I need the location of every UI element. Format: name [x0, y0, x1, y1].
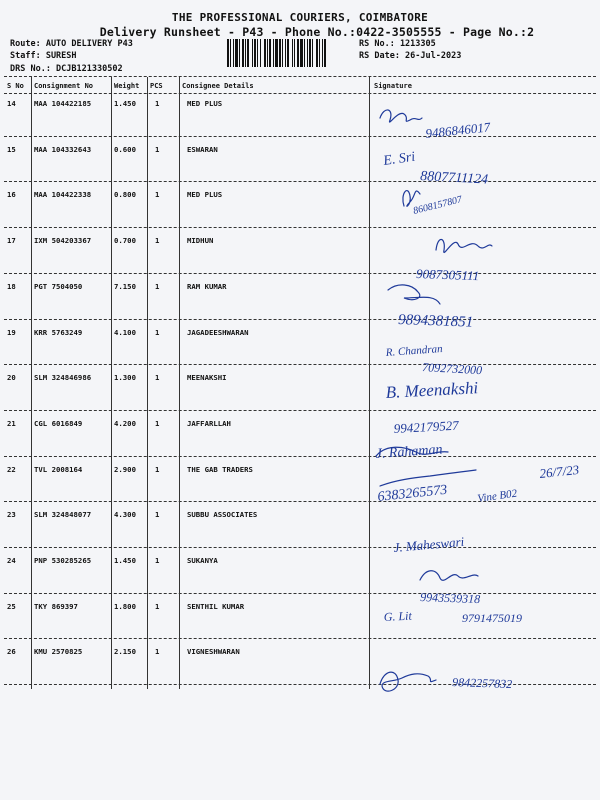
signature-scribble	[403, 191, 420, 207]
cell-consignment-no: SLM 324846986	[34, 373, 92, 382]
row-divider	[4, 181, 596, 182]
cell-pcs: 1	[155, 465, 160, 474]
cell-consignee: MED PLUS	[187, 99, 223, 108]
row-divider	[4, 547, 596, 548]
signature-scribble	[380, 672, 436, 691]
cell-consignee: SUBBU ASSOCIATES	[187, 510, 258, 519]
cell-consignee: VIGNESHWARAN	[187, 647, 240, 656]
cell-sno: 19	[7, 328, 16, 337]
cell-consignment-no: TKY 869397	[34, 602, 78, 611]
cell-sno: 15	[7, 145, 16, 154]
cell-sno: 21	[7, 419, 16, 428]
handwritten-text: 8608157807	[412, 194, 464, 217]
col-header-consignee: Consignee Details	[182, 82, 254, 90]
row-divider	[4, 638, 596, 639]
cell-consignment-no: KMU 2570825	[34, 647, 83, 656]
cell-sno: 18	[7, 282, 16, 291]
runsheet-title: Delivery Runsheet - P43 - Phone No.:0422-3505555 - Page No.:2	[99, 25, 535, 39]
cell-consignee: JAFFARLLAH	[187, 419, 231, 428]
cell-weight: 1.800	[114, 602, 136, 611]
cell-pcs: 1	[155, 328, 160, 337]
cell-consignee: SUKANYA	[187, 556, 218, 565]
cell-consignee: JAGADEESHWARAN	[187, 328, 249, 337]
cell-consignment-no: KRR 5763249	[34, 328, 83, 337]
col-header-weight: Weight	[114, 82, 140, 90]
handwritten-text: 6383265573	[376, 482, 449, 505]
handwritten-text: 9894381851	[397, 312, 474, 331]
handwritten-text: 26/7/23	[538, 461, 580, 481]
col-header-signature: Signature	[374, 82, 412, 90]
signature-scribble	[436, 239, 492, 252]
rs-date: RS Date: 26-Jul-2023	[359, 51, 462, 61]
cell-consignee: MED PLUS	[187, 190, 223, 199]
cell-sno: 17	[7, 236, 16, 245]
cell-sno: 14	[7, 99, 16, 108]
handwritten-text: G. Lit	[383, 608, 413, 624]
cell-weight: 0.600	[114, 145, 136, 154]
cell-consignment-no: MAA 104332643	[34, 145, 92, 154]
row-divider	[4, 410, 596, 411]
cell-weight: 2.900	[114, 465, 136, 474]
column-divider	[111, 77, 112, 689]
handwritten-text: 8807711124	[419, 169, 489, 188]
cell-sno: 22	[7, 465, 16, 474]
handwritten-text: 9943539318	[419, 590, 481, 607]
handwritten-text: 9486846017	[424, 119, 491, 141]
handwritten-text: J. Maheswari	[392, 533, 465, 555]
handwritten-text: R. Chandran	[385, 343, 443, 359]
row-divider	[4, 273, 596, 274]
signature-scribble	[420, 571, 478, 581]
handwritten-text: Vine B02	[476, 487, 518, 505]
cell-pcs: 1	[155, 145, 160, 154]
cell-sno: 25	[7, 602, 16, 611]
row-divider	[4, 684, 596, 685]
row-divider	[4, 319, 596, 320]
company-name: THE PROFESSIONAL COURIERS, COIMBATORE	[171, 11, 429, 24]
cell-consignment-no: MAA 104422338	[34, 190, 92, 199]
cell-pcs: 1	[155, 236, 160, 245]
cell-weight: 2.150	[114, 647, 136, 656]
header-rule-top	[4, 76, 596, 77]
handwritten-text: 7092732000	[421, 360, 483, 378]
cell-weight: 4.200	[114, 419, 136, 428]
route-label: Route: AUTO DELIVERY P43	[10, 39, 133, 49]
col-header-sno: S No	[7, 82, 24, 90]
row-divider	[4, 593, 596, 594]
handwritten-text: 9087305111	[415, 266, 480, 284]
cell-weight: 1.450	[114, 556, 136, 565]
handwritten-text: E. Sri	[382, 149, 417, 169]
cell-consignee: MIDHUN	[187, 236, 214, 245]
signature-scribble	[388, 285, 440, 304]
cell-sno: 20	[7, 373, 16, 382]
cell-consignment-no: TVL 2008164	[34, 465, 83, 474]
cell-pcs: 1	[155, 647, 160, 656]
cell-consignment-no: PNP 530285265	[34, 556, 92, 565]
cell-sno: 23	[7, 510, 16, 519]
cell-consignment-no: CGL 6016849	[34, 419, 83, 428]
signature-scribble	[376, 447, 448, 456]
handwritten-text: B. Meenakshi	[385, 378, 479, 402]
cell-pcs: 1	[155, 419, 160, 428]
cell-weight: 4.100	[114, 328, 136, 337]
cell-consignment-no: MAA 104422185	[34, 99, 92, 108]
cell-pcs: 1	[155, 556, 160, 565]
signature-scribble	[380, 470, 476, 486]
cell-pcs: 1	[155, 510, 160, 519]
cell-sno: 24	[7, 556, 16, 565]
cell-pcs: 1	[155, 99, 160, 108]
cell-consignee: SENTHIL KUMAR	[187, 602, 245, 611]
cell-consignment-no: IXM 504203367	[34, 236, 92, 245]
cell-sno: 16	[7, 190, 16, 199]
column-divider	[31, 77, 32, 689]
handwritten-text: J. Rahaman	[375, 442, 444, 462]
row-divider	[4, 501, 596, 502]
cell-consignee: ESWARAN	[187, 145, 218, 154]
col-header-pcs: PCS	[150, 82, 163, 90]
cell-weight: 1.450	[114, 99, 136, 108]
cell-weight: 4.300	[114, 510, 136, 519]
row-divider	[4, 456, 596, 457]
cell-weight: 0.800	[114, 190, 136, 199]
column-divider	[369, 77, 370, 689]
cell-pcs: 1	[155, 373, 160, 382]
cell-weight: 0.700	[114, 236, 136, 245]
handwritten-text: 9791475019	[462, 611, 522, 625]
handwritten-text: 9942179527	[393, 417, 460, 436]
staff-label: Staff: SURESH	[10, 51, 77, 61]
cell-consignee: MEENAKSHI	[187, 373, 227, 382]
col-header-consignment: Consignment No	[34, 82, 94, 90]
cell-sno: 26	[7, 647, 16, 656]
row-divider	[4, 227, 596, 228]
signature-scribble	[380, 110, 422, 122]
cell-consignee: RAM KUMAR	[187, 282, 227, 291]
column-divider	[147, 77, 148, 689]
row-divider	[4, 136, 596, 137]
cell-pcs: 1	[155, 602, 160, 611]
cell-weight: 7.150	[114, 282, 136, 291]
cell-consignment-no: SLM 324848077	[34, 510, 92, 519]
cell-pcs: 1	[155, 282, 160, 291]
row-divider	[4, 364, 596, 365]
cell-pcs: 1	[155, 190, 160, 199]
cell-consignee: THE GAB TRADERS	[187, 465, 253, 474]
handwritten-text: 9842257832	[451, 675, 513, 692]
column-divider	[179, 77, 180, 689]
cell-consignment-no: PGT 7504050	[34, 282, 83, 291]
header-rule-bottom	[4, 93, 596, 94]
barcode	[227, 39, 354, 67]
rs-number: RS No.: 1213305	[359, 39, 436, 49]
drs-number: DRS No.: DCJB121330502	[10, 64, 123, 74]
cell-weight: 1.300	[114, 373, 136, 382]
